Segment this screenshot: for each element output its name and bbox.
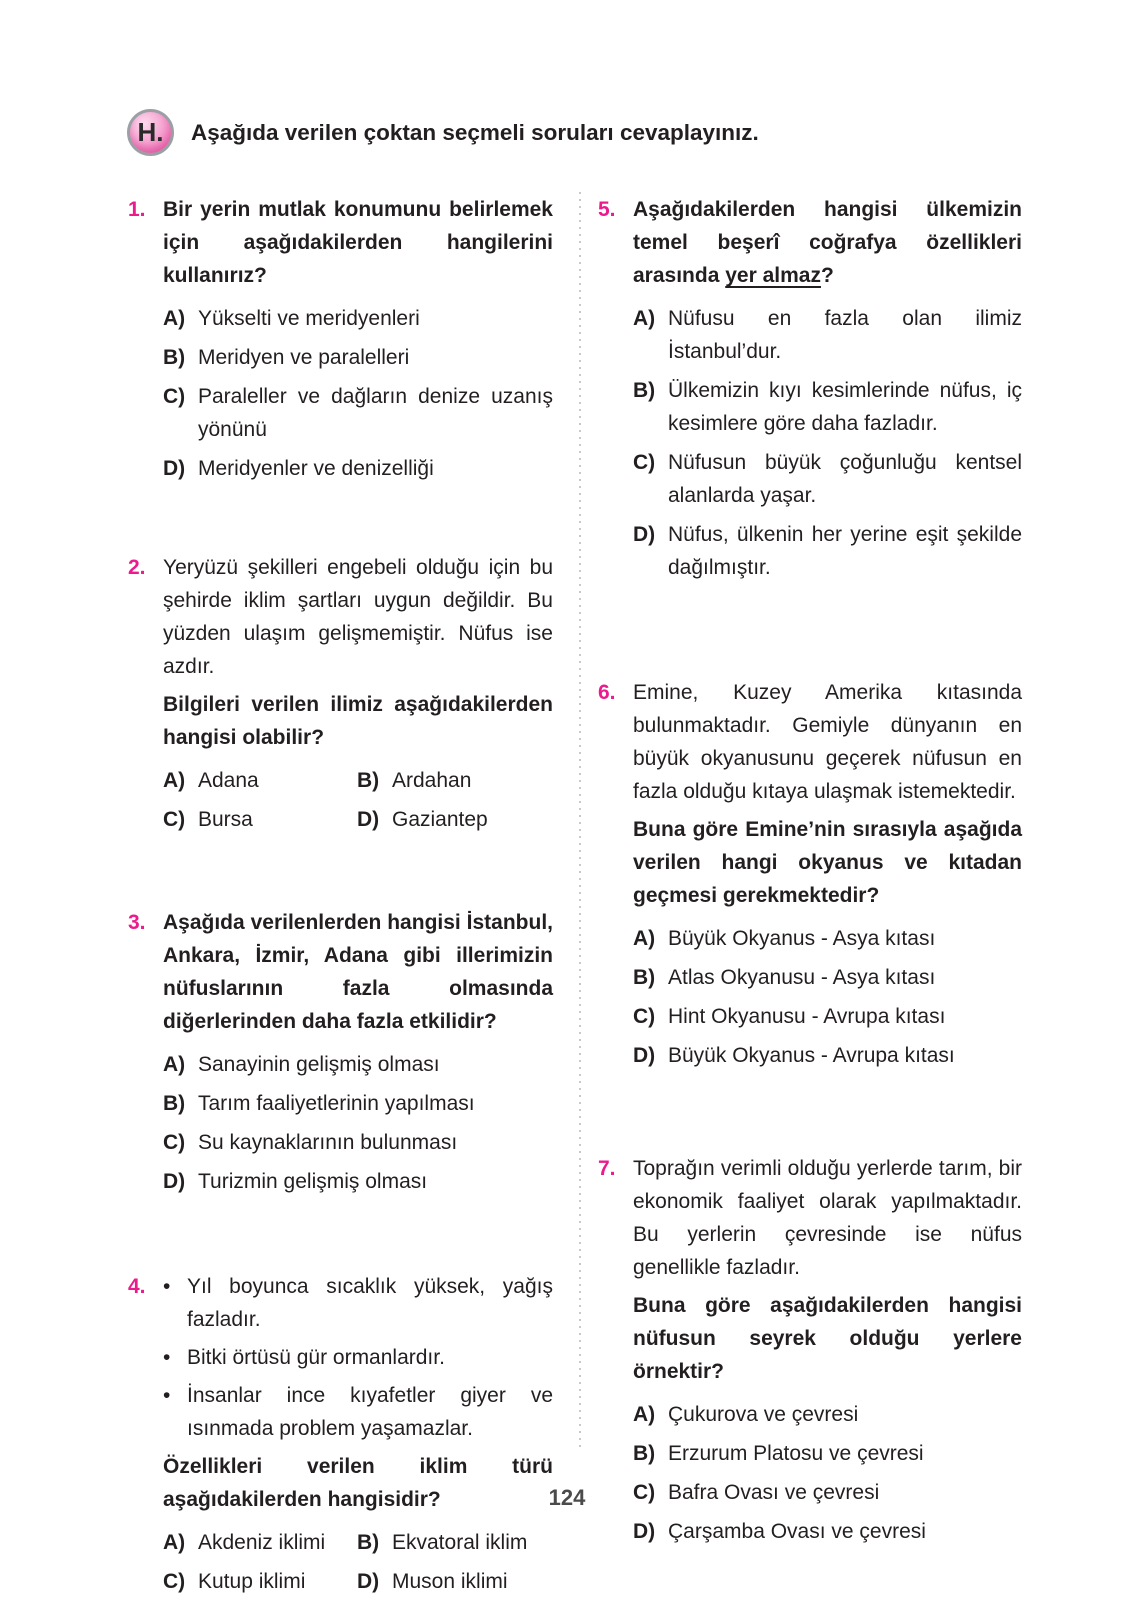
question-stem: Bilgileri verilen ilimiz aşağıdakilerden hangisi olabilir? xyxy=(163,693,553,749)
option-c xyxy=(163,380,553,446)
option-text: Nüfusun büyük çoğunluğu kentsel alanlarda yaşar. xyxy=(668,451,1022,507)
option-d xyxy=(163,452,553,485)
option-text: Çarşamba Ovası ve çevresi xyxy=(668,1520,926,1543)
page-number: 124 xyxy=(548,1485,586,1510)
option-text: Nüfus, ülkenin her yerine eşit şekilde dağılmıştır. xyxy=(668,523,1022,579)
option-b xyxy=(633,374,1022,440)
option-a xyxy=(163,1526,357,1559)
question-number: 3. xyxy=(128,911,146,934)
question-body xyxy=(163,906,553,1198)
option-text: Turizmin gelişmiş olması xyxy=(198,1170,428,1193)
question-number: 6. xyxy=(598,681,616,704)
stem-text: ? xyxy=(820,264,834,287)
question-stem: Özellikleri verilen iklim türü aşağıdakilerden hangisidir? xyxy=(163,1455,553,1511)
options-list xyxy=(633,302,1022,584)
option-d xyxy=(633,518,1022,584)
option-text: Ardahan xyxy=(392,769,472,792)
option-letter: B) xyxy=(633,1442,656,1465)
option-letter: A) xyxy=(163,307,186,330)
option-text: Tarım faaliyetlerinin yapılması xyxy=(198,1092,475,1115)
question-body xyxy=(633,676,1022,1072)
question-3 xyxy=(128,906,553,1198)
question-stem: Bir yerin mutlak konumunu belirlemek için aşağıdakilerden hangilerini kullanırız? xyxy=(163,198,553,287)
questions-area xyxy=(128,193,1022,1598)
section-header xyxy=(127,109,759,156)
option-text: Erzurum Platosu ve çevresi xyxy=(668,1442,924,1465)
question-body xyxy=(163,551,553,836)
question-2 xyxy=(128,551,553,836)
question-intro: Toprağın verimli olduğu yerlerde tarım, bir ekonomik faaliyet olarak yapılmaktadır. Bu yerlerin çevresinde ise nüfus genellikle fazladır. xyxy=(633,1157,1022,1279)
option-letter: A) xyxy=(163,1053,186,1076)
question-body xyxy=(163,193,553,485)
option-text: Hint Okyanusu - Avrupa kıtası xyxy=(668,1005,946,1028)
option-a xyxy=(633,302,1022,368)
option-text: Kutup iklimi xyxy=(198,1570,306,1593)
stem-text: Aşağıdakilerden hangisi ülkemizin temel beşerî coğrafya özellikleri arasında xyxy=(633,198,1022,287)
option-text: Meridyenler ve denizelliği xyxy=(198,457,434,480)
option-c xyxy=(163,1126,553,1159)
option-letter: A) xyxy=(163,1531,186,1554)
option-a xyxy=(163,764,357,797)
question-4 xyxy=(128,1270,553,1598)
option-letter: D) xyxy=(163,457,186,480)
option-text: Muson iklimi xyxy=(392,1570,508,1593)
option-letter: C) xyxy=(163,1131,186,1154)
bullet-list xyxy=(163,1270,553,1445)
underlined-phrase: yer almaz xyxy=(725,264,821,287)
option-a xyxy=(633,1398,1022,1431)
question-number: 5. xyxy=(598,198,616,221)
question-5 xyxy=(598,193,1022,584)
section-badge xyxy=(127,109,174,156)
option-b xyxy=(163,341,553,374)
option-letter: B) xyxy=(163,346,186,369)
options-list xyxy=(163,302,553,485)
options-list xyxy=(633,1398,1022,1548)
option-letter: C) xyxy=(633,1481,656,1504)
option-b xyxy=(633,1437,1022,1470)
bullet-text: İnsanlar ince kıyafetler giyer ve ısınmada problem yaşamazlar. xyxy=(187,1384,553,1440)
option-letter: C) xyxy=(633,1005,656,1028)
section-instruction: Aşağıda verilen çoktan seçmeli soruları cevaplayınız. xyxy=(191,119,759,145)
bullet-item xyxy=(163,1341,553,1374)
option-d xyxy=(357,803,553,836)
option-text: Büyük Okyanus - Asya kıtası xyxy=(668,927,936,950)
option-letter: C) xyxy=(633,451,656,474)
question-body xyxy=(633,193,1022,584)
option-b xyxy=(163,1087,553,1120)
option-letter: D) xyxy=(357,808,380,831)
option-text: Nüfusu en fazla olan ilimiz İstanbul’dur. xyxy=(668,307,1022,363)
bullet-icon: • xyxy=(163,1384,171,1407)
option-b xyxy=(633,961,1022,994)
question-intro: Emine, Kuzey Amerika kıtasında bulunmaktadır. Gemiyle dünyanın en büyük okyanusunu geçerek nüfusun en fazla olduğu kıtaya ulaşmak istemektedir. xyxy=(633,681,1022,803)
option-a xyxy=(633,922,1022,955)
option-text: Ülkemizin kıyı kesimlerinde nüfus, iç kesimlere göre daha fazladır. xyxy=(668,379,1022,435)
option-letter: A) xyxy=(633,1403,656,1426)
option-c xyxy=(163,803,357,836)
option-text: Atlas Okyanusu - Asya kıtası xyxy=(668,966,936,989)
options-list xyxy=(163,764,553,836)
option-text: Akdeniz iklimi xyxy=(198,1531,326,1554)
question-number: 1. xyxy=(128,198,146,221)
bullet-item xyxy=(163,1270,553,1336)
option-text: Paraleller ve dağların denize uzanış yönünü xyxy=(198,385,553,441)
left-column xyxy=(128,193,553,1598)
option-text: Bafra Ovası ve çevresi xyxy=(668,1481,880,1504)
options-list xyxy=(163,1526,553,1598)
option-d xyxy=(633,1515,1022,1548)
question-body xyxy=(163,1270,553,1598)
section-badge-label: H. xyxy=(137,117,164,147)
question-6 xyxy=(598,676,1022,1072)
option-d xyxy=(357,1565,553,1598)
option-letter: B) xyxy=(633,966,656,989)
question-number: 2. xyxy=(128,556,146,579)
option-letter: B) xyxy=(163,1092,186,1115)
bullet-item xyxy=(163,1379,553,1445)
option-text: Ekvatoral iklim xyxy=(392,1531,528,1554)
option-text: Meridyen ve paralelleri xyxy=(198,346,410,369)
option-letter: B) xyxy=(357,769,380,792)
question-number: 7. xyxy=(598,1157,616,1180)
option-d xyxy=(163,1165,553,1198)
option-text: Adana xyxy=(198,769,259,792)
option-letter: B) xyxy=(357,1531,380,1554)
question-1 xyxy=(128,193,553,485)
option-a xyxy=(163,1048,553,1081)
option-letter: A) xyxy=(633,307,656,330)
option-text: Sanayinin gelişmiş olması xyxy=(198,1053,440,1076)
option-letter: D) xyxy=(633,1044,656,1067)
options-list xyxy=(633,922,1022,1072)
option-d xyxy=(633,1039,1022,1072)
option-letter: A) xyxy=(163,769,186,792)
option-letter: B) xyxy=(633,379,656,402)
question-intro: Yeryüzü şekilleri engebeli olduğu için bu şehirde iklim şartları uygun değildir. Bu yüzden ulaşım gelişmemiştir. Nüfus ise azdır. xyxy=(163,556,553,678)
option-letter: C) xyxy=(163,385,186,408)
options-list xyxy=(163,1048,553,1198)
question-stem xyxy=(633,193,1022,292)
option-letter: A) xyxy=(633,927,656,950)
option-letter: C) xyxy=(163,808,186,831)
bullet-text: Bitki örtüsü gür ormanlardır. xyxy=(187,1346,445,1369)
option-a xyxy=(163,302,553,335)
option-text: Bursa xyxy=(198,808,253,831)
option-text: Yükselti ve meridyenleri xyxy=(198,307,420,330)
option-letter: D) xyxy=(633,1520,656,1543)
option-b xyxy=(357,764,553,797)
question-stem: Buna göre Emine’nin sırasıyla aşağıda verilen hangi okyanus ve kıtadan geçmesi gerekmektedir? xyxy=(633,818,1022,907)
option-c xyxy=(633,1000,1022,1033)
option-c xyxy=(633,446,1022,512)
option-letter: C) xyxy=(163,1570,186,1593)
option-letter: D) xyxy=(163,1170,186,1193)
bullet-icon: • xyxy=(163,1275,171,1298)
bullet-icon: • xyxy=(163,1346,171,1369)
option-text: Gaziantep xyxy=(392,808,488,831)
option-letter: D) xyxy=(357,1570,380,1593)
right-column xyxy=(598,193,1022,1598)
option-text: Su kaynaklarının bulunması xyxy=(198,1131,458,1154)
option-letter: D) xyxy=(633,523,656,546)
option-text: Büyük Okyanus - Avrupa kıtası xyxy=(668,1044,955,1067)
question-stem: Aşağıda verilenlerden hangisi İstanbul, Ankara, İzmir, Adana gibi illerimizin nüfuslarının fazla olmasında diğerlerinden daha fazla etkilidir? xyxy=(163,911,553,1033)
question-stem: Buna göre aşağıdakilerden hangisi nüfusun seyrek olduğu yerlere örnektir? xyxy=(633,1294,1022,1383)
question-number: 4. xyxy=(128,1275,146,1298)
bullet-text: Yıl boyunca sıcaklık yüksek, yağış fazladır. xyxy=(187,1275,553,1331)
option-b xyxy=(357,1526,553,1559)
option-text: Çukurova ve çevresi xyxy=(668,1403,859,1426)
option-c xyxy=(163,1565,357,1598)
